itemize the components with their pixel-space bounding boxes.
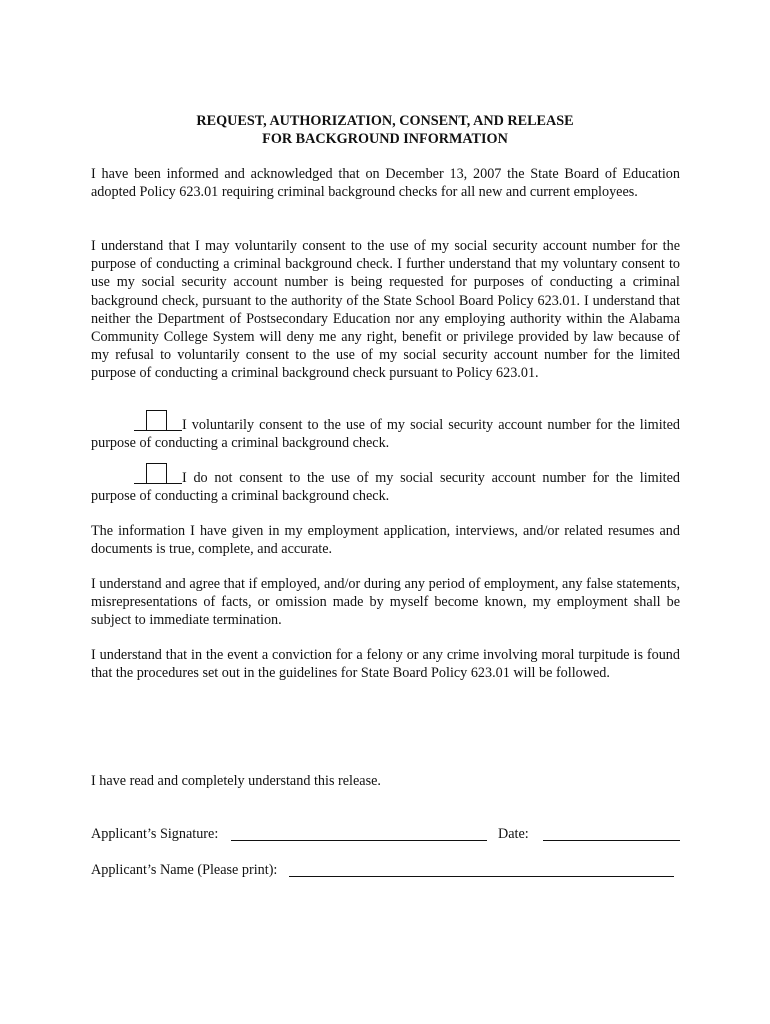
paragraph-felony: I understand that in the event a conviction for a felony or any crime involving moral turpitude is found that the procedures set out in the guidelines for State Board Policy 623.01 will be followed. bbox=[91, 647, 680, 682]
consent-option-text: I voluntarily consent to the use of my social security account number for the limited purpose of conducting a criminal background check. bbox=[91, 417, 680, 452]
date-label: Date: bbox=[498, 826, 529, 842]
document-title-line2: FOR BACKGROUND INFORMATION bbox=[262, 131, 508, 147]
no-consent-option-text: I do not consent to the use of my social security account number for the limited purpose of conducting a criminal background check. bbox=[91, 470, 680, 505]
paragraph-read-release: I have read and completely understand this release. bbox=[91, 773, 381, 789]
signature-input-line[interactable] bbox=[231, 840, 487, 841]
consent-checkbox[interactable] bbox=[146, 410, 167, 431]
paragraph-information-true: The information I have given in my employment application, interviews, and/or related resumes and documents is true, complete, and accurate. bbox=[91, 523, 680, 558]
no-consent-option bbox=[91, 468, 680, 505]
document-title-line1: REQUEST, AUTHORIZATION, CONSENT, AND RELEASE bbox=[196, 113, 574, 129]
paragraph-informed: I have been informed and acknowledged that on December 13, 2007 the State Board of Education adopted Policy 623.01 requiring criminal background checks for all new and current employees. bbox=[91, 166, 680, 201]
no-consent-checkbox[interactable] bbox=[146, 463, 167, 484]
consent-option bbox=[91, 415, 680, 452]
paragraph-ssn-understanding: I understand that I may voluntarily consent to the use of my social security account number for the purpose of conducting a criminal background check. I further understand that my voluntary consent to use my social security account number is being requested for purposes of conducting a criminal background check, pursuant to the authority of the State School Board Policy 623.01. I understand that neither the Department of Postsecondary Education nor any employing authority within the Alabama Community College System will deny me any right, benefit or privilege provided by law because of my refusal to voluntarily consent to the use of my social security account number for the limited purpose of conducting a criminal background check pursuant to Policy 623.01. bbox=[91, 238, 680, 382]
date-input-line[interactable] bbox=[543, 840, 680, 841]
no-consent-checkbox-field[interactable] bbox=[134, 468, 182, 482]
name-input-line[interactable] bbox=[289, 876, 674, 877]
consent-checkbox-field[interactable] bbox=[134, 415, 182, 429]
paragraph-false-statements: I understand and agree that if employed, and/or during any period of employment, any false statements, misrepresentations of facts, or omission made by myself become known, my employment shall be subject to immediate termination. bbox=[91, 576, 680, 629]
name-label: Applicant’s Name (Please print): bbox=[91, 862, 278, 878]
signature-label: Applicant’s Signature: bbox=[91, 826, 219, 842]
